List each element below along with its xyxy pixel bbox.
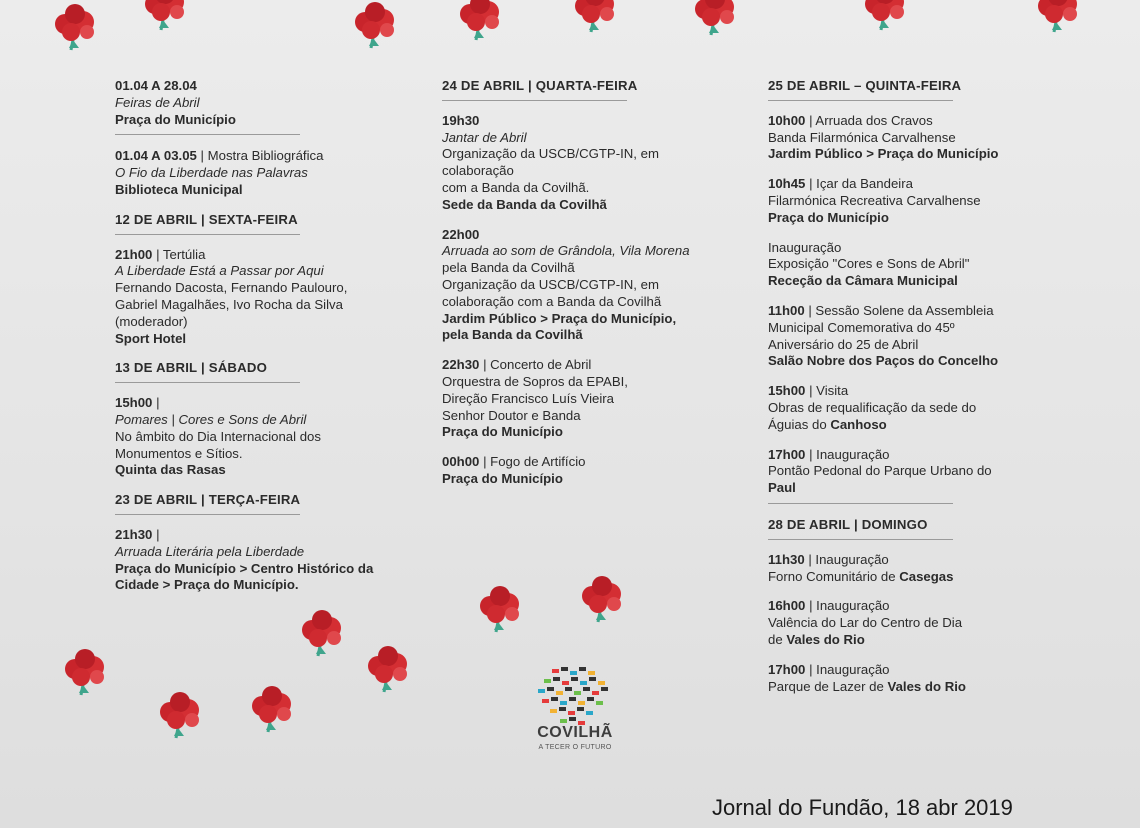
event-line bbox=[115, 429, 405, 446]
event-line bbox=[768, 256, 1068, 273]
event-line-place: Casegas bbox=[899, 568, 954, 584]
logo-name: COVILHÃ bbox=[537, 724, 613, 741]
event-line-text: Monumentos e Sítios. bbox=[115, 445, 243, 461]
event-item bbox=[768, 552, 1068, 586]
event-line bbox=[442, 424, 742, 441]
event-line-text: Águias do bbox=[768, 416, 831, 432]
event-line-text: colaboração bbox=[442, 163, 514, 179]
event-line-text: pela Banda da Covilhã bbox=[442, 327, 583, 343]
event-line bbox=[115, 462, 405, 479]
day-heading-text: 24 DE ABRIL | QUARTA-FEIRA bbox=[442, 78, 638, 93]
event-line bbox=[768, 320, 1068, 337]
event-line-text: Valência do Lar do Centro de Dia bbox=[768, 615, 963, 631]
event-line bbox=[442, 146, 742, 163]
event-item bbox=[442, 113, 742, 214]
event-line-text: Salão Nobre dos Paços do Concelho bbox=[768, 353, 999, 369]
event-item bbox=[768, 113, 1068, 163]
event-line-text: 11h30 bbox=[768, 551, 805, 567]
event-item bbox=[442, 454, 742, 488]
event-item bbox=[115, 527, 405, 594]
event-line-detail: | Concerto de Abril bbox=[479, 357, 592, 373]
event-line-text: A Liberdade Está a Passar por Aqui bbox=[115, 263, 324, 279]
event-item bbox=[115, 148, 405, 198]
event-line-text: Jardim Público > Praça do Município, bbox=[442, 310, 677, 326]
event-line bbox=[442, 294, 742, 311]
schedule-column-3 bbox=[768, 78, 1068, 708]
event-item bbox=[768, 240, 1068, 290]
event-line bbox=[768, 417, 1068, 434]
event-line bbox=[768, 176, 1068, 193]
event-line-text: Paul bbox=[768, 480, 796, 496]
event-line-text: Filarmónica Recreativa Carvalhense bbox=[768, 192, 981, 208]
event-line bbox=[442, 260, 742, 277]
day-heading bbox=[442, 78, 742, 101]
event-line-text: colaboração com a Banda da Covilhã bbox=[442, 293, 662, 309]
event-line bbox=[768, 552, 1068, 569]
event-item bbox=[768, 303, 1068, 370]
event-line bbox=[442, 408, 742, 425]
event-item bbox=[768, 598, 1068, 648]
event-line bbox=[768, 303, 1068, 320]
event-line bbox=[115, 280, 405, 297]
event-line bbox=[768, 353, 1068, 370]
event-line bbox=[442, 197, 742, 214]
event-line-text: 01.04 A 03.05 bbox=[115, 148, 197, 164]
day-heading bbox=[115, 492, 405, 515]
event-line bbox=[115, 544, 405, 561]
event-item bbox=[115, 78, 405, 135]
event-line bbox=[115, 297, 405, 314]
event-line-text: Sport Hotel bbox=[115, 330, 187, 346]
event-line bbox=[442, 277, 742, 294]
event-line bbox=[768, 400, 1068, 417]
event-line bbox=[115, 561, 405, 578]
event-line-text: Receção da Câmara Municipal bbox=[768, 273, 958, 289]
event-line-place: Vales do Rio bbox=[887, 678, 966, 694]
event-item bbox=[442, 227, 742, 345]
event-line-detail: | Visita bbox=[805, 383, 849, 399]
event-line-detail: | bbox=[152, 526, 160, 542]
divider bbox=[115, 234, 300, 235]
event-line-text: Inauguração bbox=[768, 239, 842, 255]
event-line bbox=[115, 148, 405, 165]
event-line bbox=[115, 247, 405, 264]
event-line-text: Senhor Doutor e Banda bbox=[442, 407, 581, 423]
event-line bbox=[768, 569, 1068, 586]
event-line-text: 17h00 bbox=[768, 446, 806, 462]
event-line-text: 15h00 bbox=[115, 395, 153, 411]
event-line-text: Praça do Município bbox=[442, 424, 563, 440]
event-line bbox=[768, 679, 1068, 696]
event-line-text: Biblioteca Municipal bbox=[115, 181, 243, 197]
event-line bbox=[442, 113, 742, 130]
day-heading-text: 28 DE ABRIL | DOMINGO bbox=[768, 516, 928, 532]
event-line bbox=[768, 210, 1068, 227]
event-line bbox=[115, 78, 405, 95]
event-line bbox=[768, 463, 1068, 480]
event-line-text: Pomares | Cores e Sons de Abril bbox=[115, 411, 307, 427]
divider bbox=[768, 503, 953, 504]
event-line-text: 22h30 bbox=[442, 357, 480, 373]
event-line bbox=[768, 146, 1068, 163]
event-line-text: Organização da USCB/CGTP-IN, em bbox=[442, 276, 659, 292]
schedule-column-1 bbox=[115, 78, 405, 607]
event-item bbox=[768, 176, 1068, 226]
event-line bbox=[442, 357, 742, 374]
event-line bbox=[442, 471, 742, 488]
event-line-text: de bbox=[768, 631, 787, 647]
event-line bbox=[768, 337, 1068, 354]
event-line bbox=[442, 311, 742, 328]
event-line-text: 19h30 bbox=[442, 112, 480, 128]
event-line-detail: | bbox=[152, 395, 160, 411]
event-line bbox=[768, 480, 1068, 497]
event-line bbox=[442, 327, 742, 344]
event-line-detail: | Tertúlia bbox=[152, 246, 206, 262]
divider bbox=[115, 134, 300, 135]
event-line-text: Quinta das Rasas bbox=[115, 462, 226, 478]
event-line-text: Cidade > Praça do Município. bbox=[115, 577, 299, 593]
divider bbox=[115, 382, 300, 383]
divider bbox=[442, 100, 627, 101]
day-heading-text: 13 DE ABRIL | SÁBADO bbox=[115, 360, 268, 376]
event-line-text: Aniversário do 25 de Abril bbox=[768, 336, 919, 352]
event-line bbox=[768, 113, 1068, 130]
event-line bbox=[768, 615, 1068, 632]
event-line bbox=[768, 240, 1068, 257]
event-line-text: Arruada ao som de Grândola, Vila Morena bbox=[442, 243, 690, 259]
event-line bbox=[115, 182, 405, 199]
event-line bbox=[442, 130, 742, 147]
event-line-text: pela Banda da Covilhã bbox=[442, 260, 575, 276]
event-line-text: (moderador) bbox=[115, 313, 188, 329]
event-line bbox=[115, 165, 405, 182]
event-line-text: Forno Comunitário de bbox=[768, 568, 900, 584]
event-line-text: Jardim Público > Praça do Município bbox=[768, 146, 999, 162]
event-line-text: 15h00 bbox=[768, 383, 806, 399]
day-heading bbox=[115, 212, 405, 235]
event-item bbox=[768, 447, 1068, 504]
event-line-text: Gabriel Magalhães, Ivo Rocha da Silva bbox=[115, 296, 343, 312]
event-line bbox=[115, 412, 405, 429]
day-heading-text: 23 DE ABRIL | TERÇA-FEIRA bbox=[115, 492, 301, 508]
day-heading-text: 12 DE ABRIL | SEXTA-FEIRA bbox=[115, 211, 298, 227]
event-line-detail: | Arruada dos Cravos bbox=[805, 112, 933, 128]
event-line bbox=[442, 163, 742, 180]
event-item bbox=[442, 357, 742, 441]
event-line bbox=[768, 632, 1068, 649]
event-line bbox=[768, 598, 1068, 615]
divider bbox=[768, 100, 953, 101]
event-line-detail: | Inauguração bbox=[805, 598, 890, 614]
event-line bbox=[442, 180, 742, 197]
event-line-text: Arruada Literária pela Liberdade bbox=[115, 543, 305, 559]
event-line-text: 11h00 bbox=[768, 302, 805, 318]
event-line-detail: | Inauguração bbox=[805, 446, 890, 462]
event-line bbox=[442, 374, 742, 391]
event-line-text: Pontão Pedonal do Parque Urbano do bbox=[768, 463, 992, 479]
event-line-text: com a Banda da Covilhã. bbox=[442, 179, 590, 195]
event-item bbox=[768, 383, 1068, 433]
day-heading bbox=[768, 517, 1068, 540]
event-line-text: 01.04 A 28.04 bbox=[115, 78, 197, 93]
logo-tagline: A TECER O FUTURO bbox=[538, 744, 612, 751]
event-line bbox=[768, 273, 1068, 290]
event-line-text: Banda Filarmónica Carvalhense bbox=[768, 129, 956, 145]
event-line bbox=[768, 130, 1068, 147]
event-line-place: Vales do Rio bbox=[786, 631, 865, 647]
event-line-text: O Fio da Liberdade nas Palavras bbox=[115, 165, 308, 181]
event-line-text: Sede da Banda da Covilhã bbox=[442, 196, 607, 212]
event-item bbox=[115, 247, 405, 348]
event-line-text: Exposição "Cores e Sons de Abril" bbox=[768, 256, 970, 272]
event-line-text: 21h00 bbox=[115, 246, 153, 262]
schedule-column-2 bbox=[442, 78, 742, 501]
event-line-text: Praça do Município bbox=[115, 111, 236, 127]
event-line-text: Jantar de Abril bbox=[442, 129, 527, 145]
event-line-text: 10h00 bbox=[768, 112, 806, 128]
event-line bbox=[768, 383, 1068, 400]
event-line bbox=[768, 447, 1068, 464]
event-line-text: 10h45 bbox=[768, 176, 806, 192]
divider bbox=[768, 539, 953, 540]
event-line bbox=[442, 243, 742, 260]
divider bbox=[115, 514, 300, 515]
event-line-text: Feiras de Abril bbox=[115, 94, 200, 110]
event-line-text: Organização da USCB/CGTP-IN, em bbox=[442, 146, 659, 162]
event-line bbox=[115, 112, 405, 129]
event-line-text: Orquestra de Sopros da EPABI, bbox=[442, 373, 628, 389]
day-heading bbox=[768, 78, 1068, 101]
event-line-text: Direção Francisco Luís Vieira bbox=[442, 390, 614, 406]
event-line bbox=[115, 95, 405, 112]
event-line bbox=[442, 454, 742, 471]
event-line-text: Fernando Dacosta, Fernando Paulouro, bbox=[115, 280, 348, 296]
event-line-place: Canhoso bbox=[830, 416, 887, 432]
event-line-text: Municipal Comemorativa do 45º bbox=[768, 319, 955, 335]
event-line-detail: | Inauguração bbox=[804, 551, 889, 567]
event-line-detail: | Içar da Bandeira bbox=[805, 176, 913, 192]
event-line-text: Parque de Lazer de bbox=[768, 678, 888, 694]
event-line bbox=[768, 662, 1068, 679]
day-heading-text: 25 DE ABRIL – QUINTA-FEIRA bbox=[768, 78, 962, 93]
event-line bbox=[115, 395, 405, 412]
event-item bbox=[115, 395, 405, 479]
event-line-text: 16h00 bbox=[768, 598, 806, 614]
event-line bbox=[442, 391, 742, 408]
event-line-text: 00h00 bbox=[442, 454, 480, 470]
event-line-text: 21h30 bbox=[115, 526, 153, 542]
event-line-text: Obras de requalificação da sede do bbox=[768, 399, 977, 415]
event-line-text: Praça do Município > Centro Histórico da bbox=[115, 560, 374, 576]
event-line bbox=[115, 577, 405, 594]
day-heading bbox=[115, 360, 405, 383]
event-line bbox=[115, 314, 405, 331]
event-line-text: No âmbito do Dia Internacional dos bbox=[115, 428, 321, 444]
event-line bbox=[115, 527, 405, 544]
source-citation: Jornal do Fundão, 18 abr 2019 bbox=[712, 795, 1013, 820]
event-line bbox=[768, 193, 1068, 210]
event-line-text: Praça do Município bbox=[442, 470, 563, 486]
event-line-text: 17h00 bbox=[768, 661, 806, 677]
event-line-detail: | Inauguração bbox=[805, 661, 890, 677]
event-line bbox=[115, 446, 405, 463]
event-line-text: 22h00 bbox=[442, 226, 480, 242]
event-item bbox=[768, 662, 1068, 696]
event-line-detail: | Mostra Bibliográfica bbox=[196, 148, 324, 164]
event-line bbox=[115, 263, 405, 280]
event-line-text: Praça do Município bbox=[768, 209, 889, 225]
event-line-detail: | Sessão Solene da Assembleia bbox=[804, 302, 994, 318]
event-line-detail: | Fogo de Artifício bbox=[479, 454, 586, 470]
event-line bbox=[115, 331, 405, 348]
event-line bbox=[442, 227, 742, 244]
